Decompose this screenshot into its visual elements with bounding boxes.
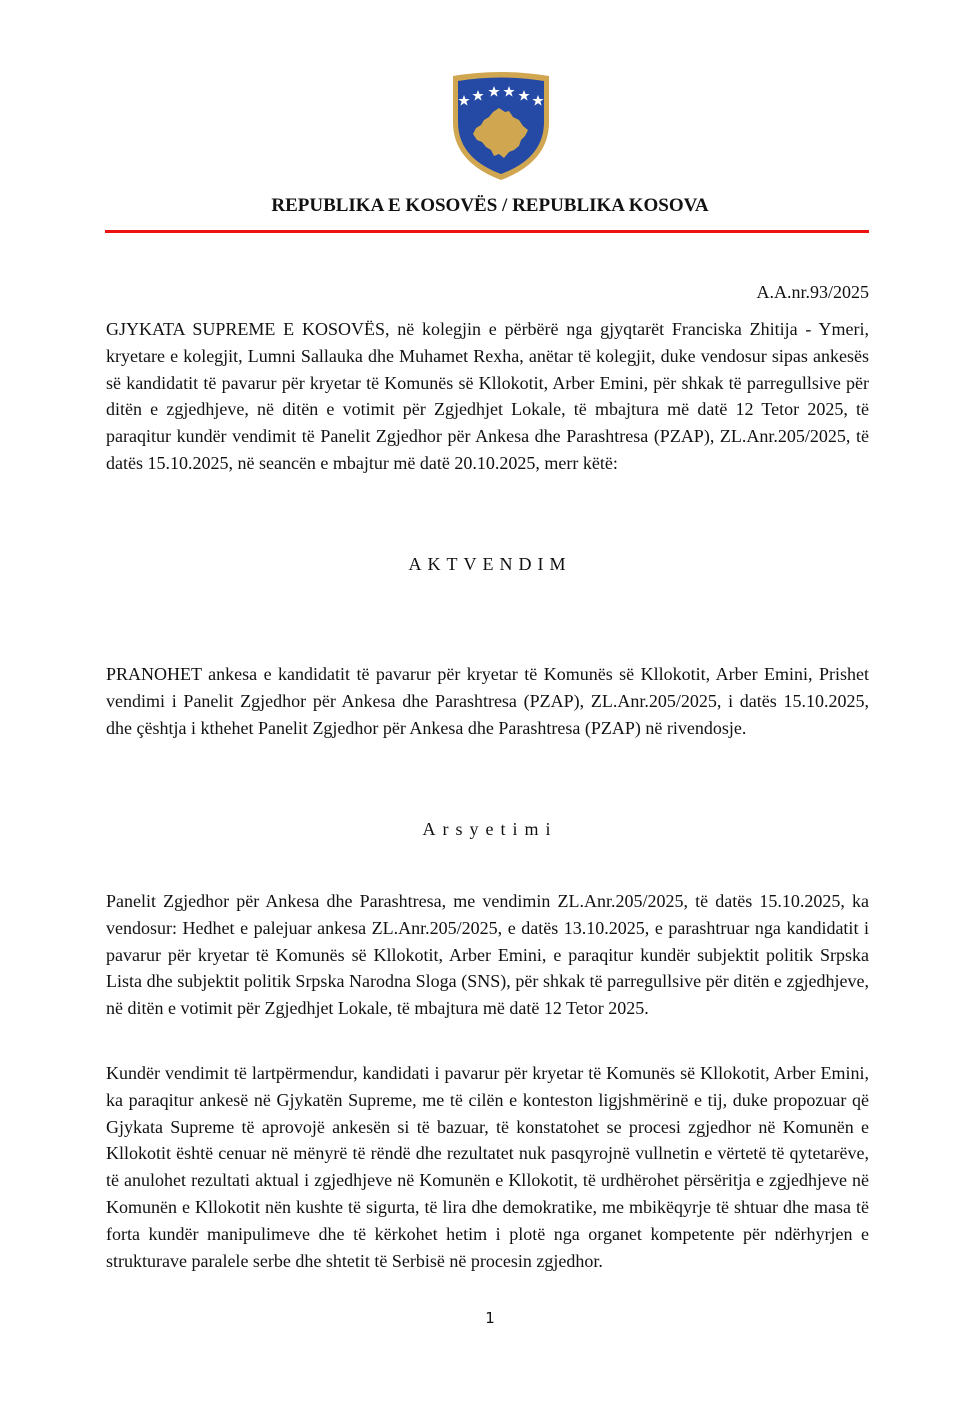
reasoning-paragraph: Panelit Zgjedhor për Ankesa dhe Parashtresa, me vendimin ZL.Anr.205/2025, të datës 15.10.2025, ka vendosur: Hedhet e palejuar ankesa ZL.Anr.205/2025, e datës 13.10.2025, e parashtruar nga kandidatit i pavarur për kryetar të Komunës së Kllokotit, Arber Emini, e paraqitur kundër subjektit politik Srpska Lista dhe subjektit politik Srpska Narodna Sloga (SNS), për shkak të parregullsive për ditën e zgjedhjeve, në ditën e votimit për Zgjedhjet Lokale, të mbajtura më datë 12 Tetor 2025.	[106, 891, 869, 1019]
kosovo-coat-of-arms-icon	[449, 70, 553, 182]
reasoning-heading: Arsyetimi	[422, 819, 558, 839]
reasoning-paragraph: Kundër vendimit të lartpërmendur, kandidati i pavarur për kryetar të Komunës së Kllokotit, Arber Emini, ka paraqitur ankesë në Gjykatën Supreme, me të cilën e konteston ligjshmërinë e tij, duke propozuar që Gjykata Supreme të aprovojë ankesën si të bazuar, të konstatohet se procesi zgjedhor në Komunën e Kllokotit është cenuar në mënyrë të rëndë dhe rezultatet nuk pasqyrojnë vullnetin e vërtetë të qytetarëve, të anulohet rezultati aktual i zgjedhjeve në Komunën e Kllokotit, të urdhërohet përsëritja e zgjedhjeve në Komunën e Kllokotit nën kushte të sigurta, të lira dhe demokratike, me mbikëqyrje të shtuar dhe masa të forta kundër manipulimeve dhe të kërkohet hetim i plotë nga organet kompetente për ndërhyrjen e strukturave paralele serbe dhe shtetit të Serbisë në procesin zgjedhor.	[106, 1063, 869, 1271]
header-divider	[105, 230, 869, 233]
ruling-paragraph: PRANOHET ankesa e kandidatit të pavarur për kryetar të Komunës së Kllokotit, Arber Emini, Prishet vendimi i Panelit Zgjedhor për Ankesa dhe Parashtresa (PZAP), ZL.Anr.205/2025, i datës 15.10.2025, dhe çështja i kthehet Panelit Zgjedhor për Ankesa dhe Parashtresa (PZAP) në rivendosje.	[106, 664, 869, 738]
page-number: 1	[485, 1309, 495, 1327]
case-number: A.A.nr.93/2025	[756, 282, 869, 302]
ruling-heading: AKTVENDIM	[408, 554, 572, 574]
republic-title: REPUBLIKA E KOSOVËS / REPUBLIKA KOSOVA	[271, 195, 709, 216]
intro-paragraph: GJYKATA SUPREME E KOSOVËS, në kolegjin e përbërë nga gjyqtarët Franciska Zhitija - Ymeri, kryetare e kolegjit, Lumni Sallauka dhe Muhamet Rexha, anëtar të kolegjit, duke vendosur sipas ankesës së kandidatit të pavarur për kryetar të Komunës së Kllokotit, Arber Emini, për shkak të parregullsive për ditën e zgjedhjeve, në ditën e votimit për Zgjedhjet Lokale, të mbajtura më datë 12 Tetor 2025, të paraqitur kundër vendimit të Panelit Zgjedhor për Ankesa dhe Parashtresa (PZAP), ZL.Anr.205/2025, të datës 15.10.2025, në seancën e mbajtur më datë 20.10.2025, merr këtë:	[106, 319, 869, 473]
